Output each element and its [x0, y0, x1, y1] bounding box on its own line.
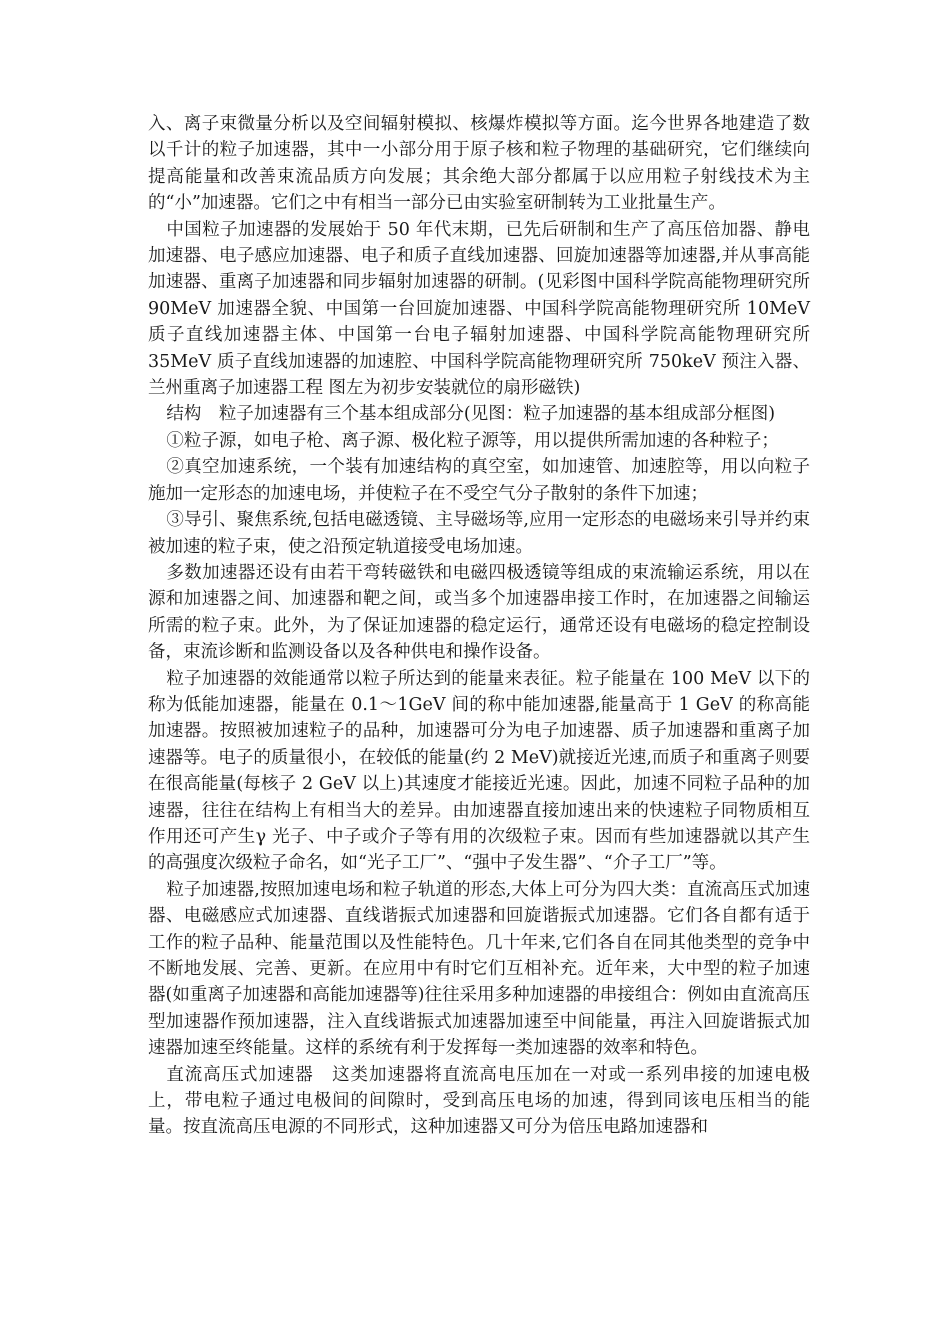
paragraph-continuation: 入、离子束微量分析以及空间辐射模拟、核爆炸模拟等方面。迄今世界各地建造了数以千计的粒子加速器，其中一小部分用于原子核和粒子物理的基础研究，它们继续向提高能量和改善束流品质方向发展；其余绝大部分都属于以应用粒子射线技术为主的“小”加速器。它们之中有相当一部分已由实验室研制转为工业批量生产。: [148, 114, 810, 214]
list-item-particle-source: ①粒子源，如电子枪、离子源、极化粒子源等，用以提供所需加速的各种粒子；: [166, 430, 779, 451]
document-body: [148, 111, 810, 1141]
paragraph-china-history: 中国粒子加速器的发展始于 50 年代末期，已先后研制和生产了高压倍加器、静电加速器、电子感应加速器、电子和质子直线加速器、回旋加速器等加速器,并从事高能加速器、重离子加速器和同步辐射加速器的研制。(见彩图中国科学院高能物理研究所 90MeV 加速器全貌、中国第一台回旋加速器、中国科学院高能物理研究所 10MeV 质子直线加速器主体、中国第一台电子辐射加速器、中国科学院高能物理研究所 35MeV 质子直线加速器的加速腔、中国科学院高能物理研究所 750keV 预注入器、兰州重离子加速器工程 图左为初步安装就位的扇形磁铁): [148, 219, 810, 399]
paragraph-energy-classification: 粒子加速器的效能通常以粒子所达到的能量来表征。粒子能量在 100 MeV 以下的称为低能加速器，能量在 0.1～1GeV 间的称中能加速器,能量高于 1 GeV 的称高能加速器。按照被加速粒子的品种，加速器可分为电子加速器、质子加速器和重离子加速器等。电子的质量很小，在较低的能量(约 2 MeV)就接近光速,而质子和重离子则要在很高能量(每核子 2 GeV 以上)其速度才能接近光速。因此，加速不同粒子品种的加速器，往往在结构上有相当大的差异。由加速器直接加速出来的快速粒子同物质相互作用还可产生γ 光子、中子或介子等有用的次级粒子束。因而有些加速器就以其产生的高强度次级粒子命名，如“光子工厂”、“强中子发生器”、“介子工厂”等。: [148, 668, 810, 874]
list-item-guiding-system: ③导引、聚焦系统,包括电磁透镜、主导磁场等,应用一定形态的电磁场来引导并约束被加速的粒子束，使之沿预定轨道接受电场加速。: [148, 510, 810, 557]
paragraph-dc-high-voltage: 直流高压式加速器 这类加速器将直流高电压加在一对或一系列串接的加速电极上，带电粒子通过电极间的间隙时，受到高压电场的加速，得到同该电压相当的能量。按直流高压电源的不同形式，这种加速器又可分为倍压电路加速器和: [148, 1064, 810, 1138]
paragraph-four-types: 粒子加速器,按照加速电场和粒子轨道的形态,大体上可分为四大类：直流高压式加速器、电磁感应式加速器、直线谐振式加速器和回旋谐振式加速器。它们各自都有适于工作的粒子品种、能量范围以及性能特色。几十年来,它们各自在同其他类型的竞争中不断地发展、完善、更新。在应用中有时它们互相补充。近年来，大中型的粒子加速器(如重离子加速器和高能加速器等)往往采用多种加速器的串接组合：例如由直流高压型加速器作预加速器，注入直线谐振式加速器加速至中间能量，再注入回旋谐振式加速器加速至终能量。这样的系统有利于发挥每一类加速器的效率和特色。: [148, 879, 810, 1059]
paragraph-beam-transport: 多数加速器还设有由若干弯转磁铁和电磁四极透镜等组成的束流输运系统，用以在源和加速器之间、加速器和靶之间，或当多个加速器串接工作时，在加速器之间输运所需的粒子束。此外，为了保证加速器的稳定运行，通常还设有电磁场的稳定控制设备，束流诊断和监测设备以及各种供电和操作设备。: [148, 562, 810, 663]
paragraph-structure-heading: 结构 粒子加速器有三个基本组成部分(见图：粒子加速器的基本组成部分框图): [166, 404, 776, 425]
list-item-vacuum-system: ②真空加速系统，一个装有加速结构的真空室，如加速管、加速腔等，用以向粒子施加一定形态的加速电场，并使粒子在不受空气分子散射的条件下加速；: [148, 457, 810, 504]
